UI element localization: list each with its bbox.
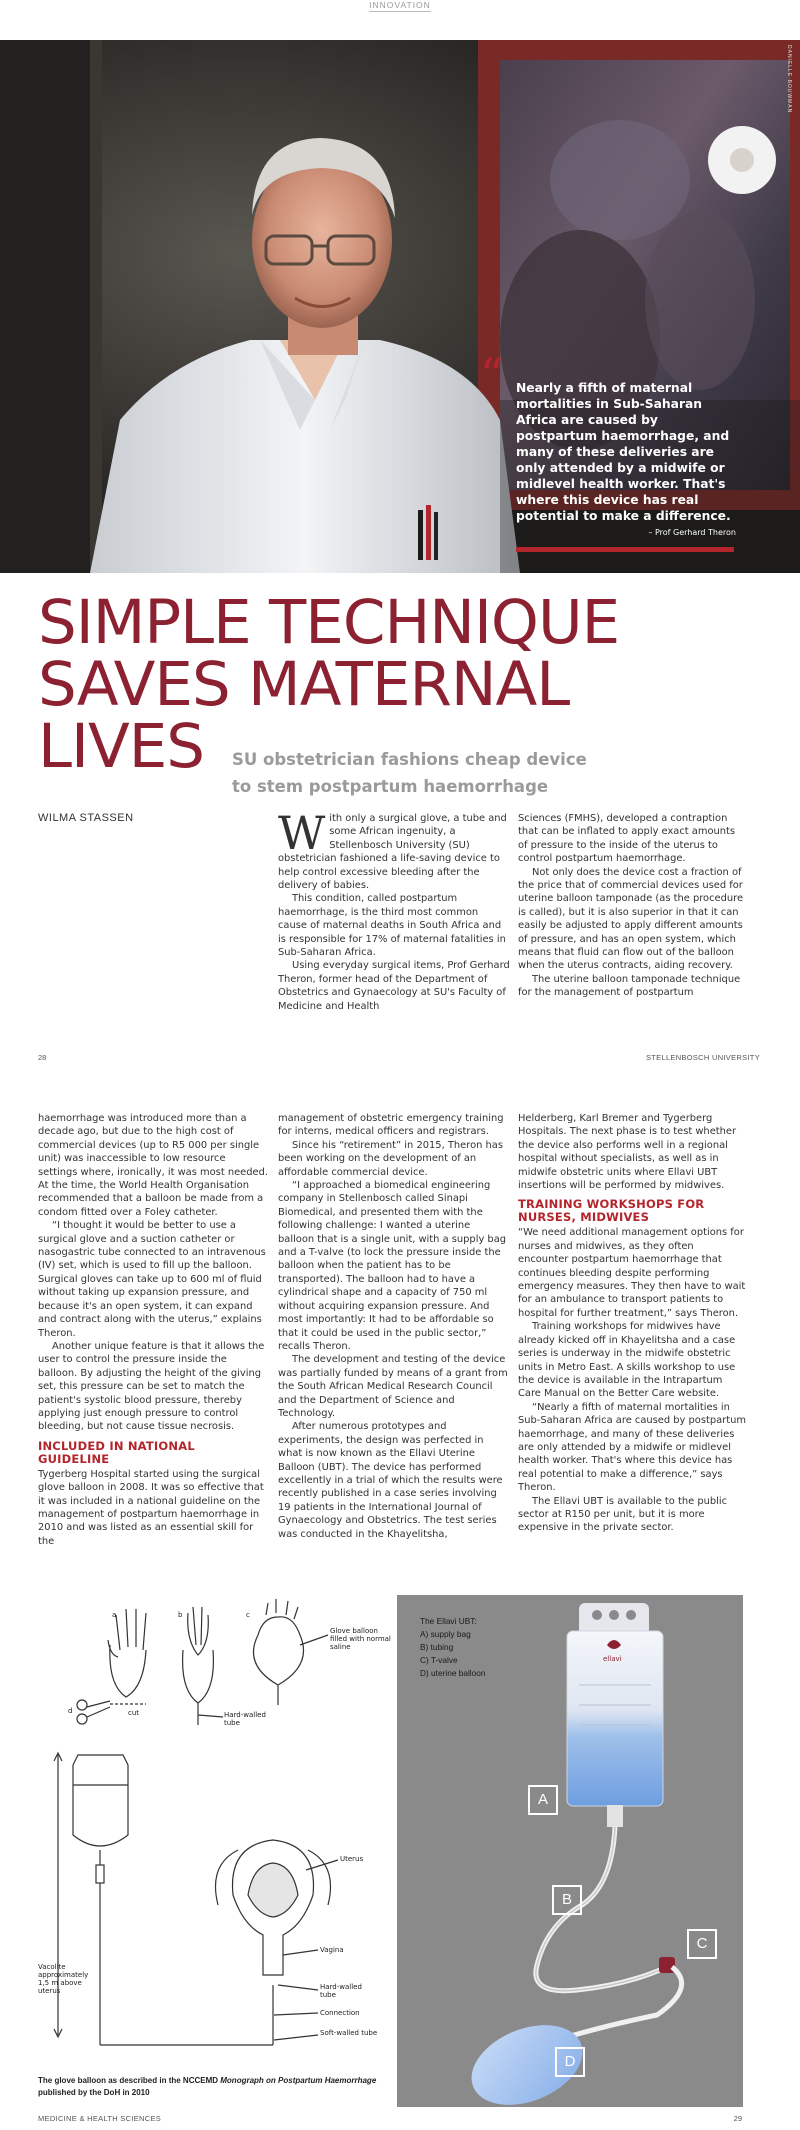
dropcap: W xyxy=(278,806,326,860)
page2-column-1 xyxy=(38,1112,268,1548)
label-vacolite: Vacolite approximately 1,5 m above uterus xyxy=(38,1963,89,1995)
page-number-right: 29 xyxy=(733,2114,742,2123)
quote-mark-icon: “ xyxy=(480,348,504,402)
legend-item-a: A) supply bag xyxy=(420,1629,471,1639)
page2-col3-para-4: “Nearly a fifth of maternal mortalities in Sub-Saharan Africa are caused by postpartum haemorrhage, and many of these deliveries are only attended by a midwife or midlevel health worker. That's where this device has real potential to make a difference,” says Theron. xyxy=(518,1401,746,1494)
marker-d: D xyxy=(555,2047,585,2077)
label-a: a xyxy=(112,1611,117,1619)
page2-col1-para-2: “I thought it would be better to use a surgical glove and a suction catheter or nasogastric tube connected to an intravenous (IV) set, which is used to fill up the balloon. Surgical gloves can take up to 600 ml of fluid without taking up expansion pressure, and because it's an open system, it can expand and contract along with the uterus,” explains Theron. xyxy=(38,1220,266,1339)
page1-col2-para-3: The uterine balloon tamponade technique for the management of postpartum xyxy=(518,973,741,999)
marker-b: B xyxy=(552,1885,582,1915)
label-cut: cut xyxy=(128,1709,140,1717)
page2-column-3 xyxy=(518,1112,746,1535)
page1-col2-para-1: Sciences (FMHS), developed a contraption that can be inflated to apply exact amounts of pressure to the inside of the uterus to control postpartum haemorrhage. xyxy=(518,813,736,865)
page2-col3-para-1: Helderberg, Karl Bremer and Tygerberg Hospitals. The next phase is to test whether the device also performs well in a regional hospital without specialists, as well as in midwife obstetric units where Ellavi UBT insertions will be performed by midwives. xyxy=(518,1113,737,1192)
page2-col2-para-2: Since his “retirement” in 2015, Theron has been working on the development of an affordable commercial device. xyxy=(278,1139,503,1178)
section-tag: INNOVATION xyxy=(369,0,431,10)
subheadline xyxy=(232,746,592,800)
page1-column-1 xyxy=(278,806,510,1013)
page2-column-2 xyxy=(278,1112,508,1541)
page2-col2-para-3: “I approached a biomedical engineering company in Stellenbosch called Sinapi Biomedical, and presented them with the following challenge: I wanted a uterine balloon that is a single unit, with a supply bag and a T-valve (to lock the pressure inside the balloon when the patient has to be transported). The balloon had to have a cylindrical shape and a capacity of 750 ml without acquiring expansion pressure. And most importantly: It had to be affordable so that it could be used in the public sector,” recalls Theron. xyxy=(278,1180,507,1352)
headline-line-3: LIVES xyxy=(38,711,204,782)
label-vagina: Vagina xyxy=(320,1946,344,1954)
headline-line-1: SIMPLE TECHNIQUE xyxy=(38,587,620,658)
quote-underline xyxy=(516,547,734,552)
ellavi-legend xyxy=(420,1615,486,1680)
marker-c: C xyxy=(687,1929,717,1959)
label-d: d xyxy=(68,1707,73,1715)
page2-col2-para-4: The development and testing of the device was partially funded by means of a grant from the South African Medical Research Council and the Department of Science and Technology. xyxy=(278,1354,508,1419)
page1-col1-para-2: This condition, called postpartum haemorrhage, is the third most common cause of maternal deaths in South Africa and is responsible for 17% of maternal fatalities in Sub-Saharan Africa. xyxy=(278,893,506,959)
page2-col3-para-5: The Ellavi UBT is available to the public sector at R150 per unit, but it is more expensive in the private sector. xyxy=(518,1495,728,1534)
page2-col2-para-1: management of obstetric emergency training for interns, medical officers and registrars. xyxy=(278,1113,504,1138)
ellavi-logo: ellavi xyxy=(603,1655,622,1663)
pull-quote-text: Nearly a fifth of maternal mortalities in Sub-Saharan Africa are caused by postpartum haemorrhage, and many of these deliveries are only attended by a midwife or midlevel health worker. That's where this device has real potential to make a difference. xyxy=(516,381,731,523)
label-soft-walled-tube: Soft-walled tube xyxy=(320,2029,378,2037)
footer-right: STELLENBOSCH UNIVERSITY xyxy=(645,1053,760,1062)
byline: WILMA STASSEN xyxy=(38,812,134,824)
page1-col1-para-3: Using everyday surgical items, Prof Gerhard Theron, former head of the Department of Obstetrics and Gynaecology at SU's Faculty of Medicine and Health xyxy=(278,960,510,1012)
glove-balloon-illustration xyxy=(38,1595,394,2075)
page-number-left: 28 xyxy=(38,1053,47,1062)
page2-subheading-1: INCLUDED IN NATIONAL GUIDELINE xyxy=(38,1438,195,1466)
label-hard-walled-tube: Hard-walled tube xyxy=(320,1983,362,1999)
headline-line-2: SAVES MATERNAL xyxy=(38,649,570,720)
label-connection: Connection xyxy=(320,2009,360,2017)
legend-item-b: B) tubing xyxy=(420,1642,454,1652)
pull-quote xyxy=(516,380,736,537)
glove-balloon-diagram xyxy=(38,1595,394,2107)
label-uterus: Uterus xyxy=(340,1855,364,1863)
legend-item-d: D) uterine balloon xyxy=(420,1668,486,1678)
page1-column-2 xyxy=(518,812,746,1000)
label-b: b xyxy=(178,1611,183,1619)
subheadline-line-1: SU obstetrician fashions cheap device xyxy=(232,750,587,769)
page1-col1-para-1: With only a surgical glove, a tube and some African ingenuity, a Stellenbosch University (SU) obstetrician fashioned a life-saving device to help control excessive bleeding after the delivery of babies. xyxy=(278,806,507,892)
legend-item-c: C) T-valve xyxy=(420,1655,458,1665)
marker-a: A xyxy=(528,1785,558,1815)
subheadline-line-2: to stem postpartum haemorrhage xyxy=(232,777,549,796)
page2-col1-para-1: haemorrhage was introduced more than a decade ago, but due to the high cost of commercial devices (up to R5 000 per single unit) was inaccessible to low resource settings where, ironically, it was most needed. At the time, the World Health Organisation recommended that a balloon be made from a condom fitted over a Foley catheter. xyxy=(38,1113,268,1218)
figure-caption: The glove balloon as described in the NCCEMD Monograph on Postpartum Haemorrhage published by the DoH in 2010 xyxy=(38,2076,377,2097)
page2-col1-para-4: Tygerberg Hospital started using the surgical glove balloon in 2008. It was so effective that it was included in a national guideline on the management of postpartum haemorrhage in 2010 and was listed as an essential skill for the xyxy=(38,1468,264,1547)
footer-left: MEDICINE & HEALTH SCIENCES xyxy=(38,2114,162,2123)
label-glove-balloon: Glove balloon filled with normal saline xyxy=(330,1627,391,1651)
page2-col1-para-3: Another unique feature is that it allows the user to control the pressure inside the balloon. By adjusting the height of the giving set, this pressure can be set to match the patient's systolic blood pressure, thereby applying just enough pressure to control bleeding, but not cause tissue necrosis. xyxy=(38,1340,265,1433)
page2-col3-para-3: Training workshops for midwives have already kicked off in Khayelitsha and a case series is underway in the midwife obstetric units in Metro East. A skills workshop to use the device is available in the Intrapartum Care Manual on the Better Care website. xyxy=(518,1321,736,1400)
label-c: c xyxy=(246,1611,250,1619)
pull-quote-attribution: – Prof Gerhard Theron xyxy=(648,528,736,537)
page1-col2-para-2: Not only does the device cost a fraction of the price that of commercial devices used for uterine balloon tamponade (as the procedure is called), but it is also superior in that it can easily be adjusted to apply different amounts of pressure, and has an open system, which means that fluid can flow out of the balloon when the uterus contracts, aiding recovery. xyxy=(518,866,744,972)
ellavi-ubt-photo xyxy=(397,1595,743,2107)
label-hard-walled-tube-top: Hard-walled tube xyxy=(224,1711,266,1727)
legend-title: The Ellavi UBT: xyxy=(420,1616,477,1626)
page2-col2-para-5: After numerous prototypes and experiments, the design was perfected in what is now known as the Ellavi Uterine Balloon (UBT). The device has performed excellently in a trial of which the results were recently published in a case series involving 19 patients in the International Journal of Gynaecology and Obstetrics. The test series was conducted in the Khayelitsha, xyxy=(278,1421,503,1540)
page2-subheading-2: TRAINING WORKSHOPS FOR NURSES, MIDWIVES xyxy=(518,1197,705,1225)
photo-credit: DANIELLE BOUWMAN xyxy=(786,45,792,114)
page2-col3-para-2: “We need additional management options for nurses and midwives, as they often encounter postpartum haemorrhage that continues bleeding despite performing emergency measures. They then have to wait for an ambulance to transport patients to hospital for further treatment,” says Theron. xyxy=(518,1227,746,1319)
